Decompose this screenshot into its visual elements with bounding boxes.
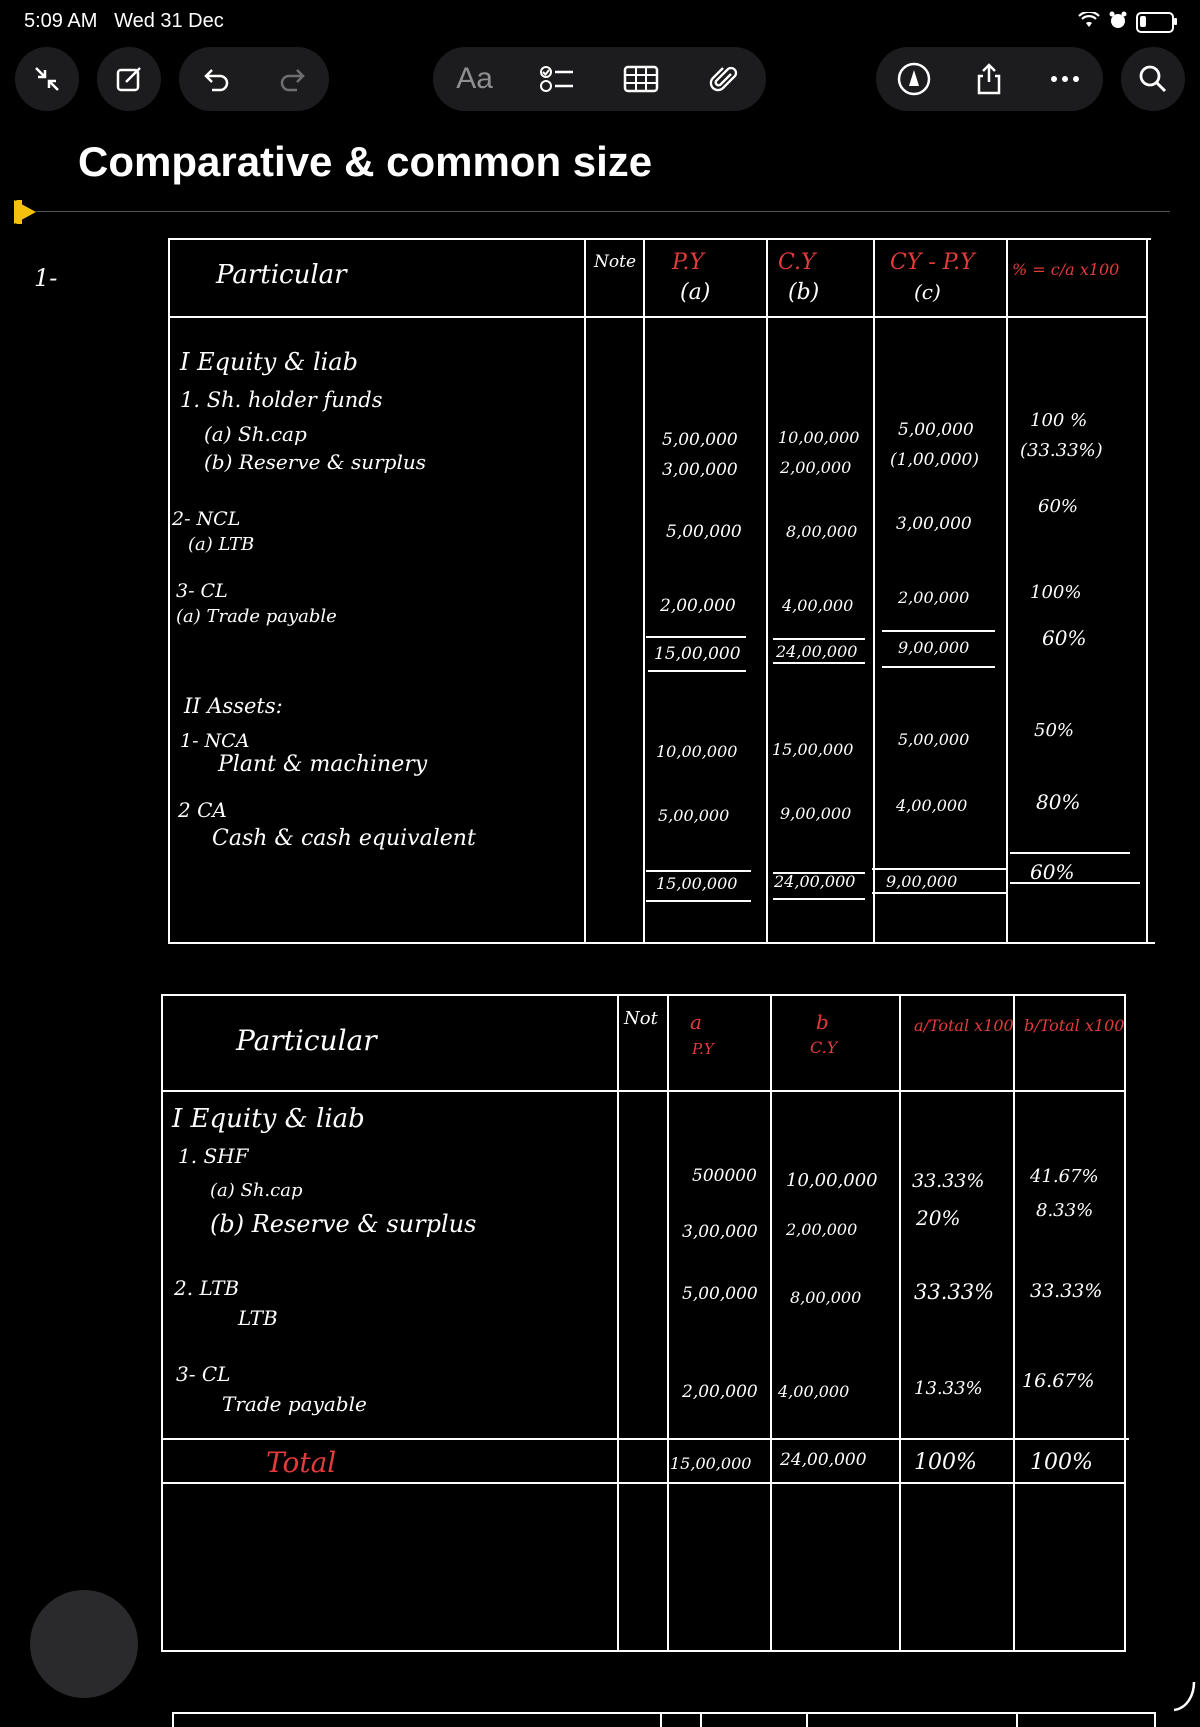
t2-header-pct-a: a/Total x100 — [914, 1016, 1014, 1035]
attachment-icon[interactable] — [705, 60, 743, 98]
t2-total-pb: 100% — [1030, 1450, 1093, 1475]
status-bar — [24, 10, 224, 33]
t2-shcap-pa: 33.33% — [912, 1170, 985, 1192]
t2-item-shf: 1. SHF — [178, 1144, 249, 1168]
item-cl: 3- CL — [176, 580, 228, 602]
item-ltb: (a) LTB — [188, 534, 255, 555]
t2-trade-pb: 16.67% — [1022, 1370, 1095, 1392]
t1-ltb-cy: 8,00,000 — [786, 522, 858, 541]
collapse-icon — [28, 60, 66, 98]
t1-total2-py: 15,00,000 — [656, 874, 738, 893]
t1-cash-pct: 80% — [1036, 790, 1081, 814]
problem-number: 1- — [34, 264, 58, 292]
item-cash: Cash & cash equivalent — [212, 826, 476, 851]
floating-tool-button[interactable] — [30, 1590, 138, 1698]
text-format-icon[interactable]: Aa — [456, 62, 493, 95]
item-trade-payable: (a) Trade payable — [176, 606, 337, 627]
t1-total1-diff: 9,00,000 — [898, 638, 970, 657]
t2-ltb-a: 5,00,000 — [682, 1284, 758, 1304]
t2-trade-pa: 13.33% — [914, 1378, 983, 1399]
t2-header-b: b — [816, 1010, 829, 1034]
compose-button[interactable] — [97, 47, 161, 111]
item-plant: Plant & machinery — [218, 752, 428, 777]
t2-header-a-sub: P.Y — [692, 1040, 714, 1058]
t2-item-share-capital: (a) Sh.cap — [210, 1180, 303, 1201]
section-assets: II Assets: — [184, 694, 283, 718]
battery-icon — [1136, 12, 1174, 33]
t1-plant-cy: 15,00,000 — [772, 740, 854, 759]
t1-plant-diff: 5,00,000 — [898, 730, 970, 749]
t2-reserve-pb: 8.33% — [1036, 1200, 1094, 1221]
markup-icon[interactable] — [895, 60, 933, 98]
wifi-icon — [1078, 12, 1100, 33]
t2-reserve-b: 2,00,000 — [786, 1220, 858, 1239]
t2-ltb-b: 8,00,000 — [790, 1288, 862, 1307]
t1-trade-pct: 100% — [1030, 582, 1082, 603]
t1-total2-cy: 24,00,000 — [774, 872, 856, 891]
header-diff-sub: (c) — [914, 280, 941, 304]
t1-trade-diff: 2,00,000 — [898, 588, 970, 607]
t1-cash-cy: 9,00,000 — [780, 804, 852, 823]
t1-shcap-pct: 100 % — [1030, 410, 1088, 431]
header-pct: % = c/a x100 — [1012, 260, 1120, 279]
t2-reserve-a: 3,00,000 — [682, 1222, 758, 1242]
undo-icon[interactable] — [198, 60, 236, 98]
title-divider — [36, 211, 1170, 212]
pencil-scroll-icon[interactable] — [1170, 1680, 1198, 1719]
page-marker-icon[interactable] — [14, 200, 36, 224]
actions-toolbar — [876, 47, 1103, 111]
t1-total1-py: 15,00,000 — [654, 644, 741, 664]
t2-trade-b: 4,00,000 — [778, 1382, 850, 1401]
collapse-button[interactable] — [15, 47, 79, 111]
t2-header-a: a — [690, 1010, 702, 1034]
t1-reserve-cy: 2,00,000 — [780, 458, 852, 477]
t2-shcap-b: 10,00,000 — [786, 1170, 878, 1191]
t2-total-pa: 100% — [914, 1450, 977, 1475]
t2-item-trade-payable: Trade payable — [222, 1392, 367, 1416]
t2-ltb-pa: 33.33% — [914, 1280, 995, 1304]
t2-total-label: Total — [266, 1446, 337, 1479]
undo-redo-group — [179, 47, 329, 111]
t1-ltb-pct: 60% — [1038, 496, 1079, 517]
t1-reserve-py: 3,00,000 — [662, 460, 738, 480]
header-cy-sub: (b) — [788, 280, 820, 305]
note-title[interactable]: Comparative & common size — [78, 138, 653, 185]
search-icon — [1134, 60, 1172, 98]
checklist-icon[interactable] — [539, 60, 577, 98]
header-note: Note — [594, 252, 637, 272]
header-py: P.Y — [672, 250, 704, 275]
t1-shcap-diff: 5,00,000 — [898, 420, 974, 440]
t1-plant-pct: 50% — [1034, 720, 1075, 741]
more-icon[interactable] — [1046, 60, 1084, 98]
compose-icon — [110, 60, 148, 98]
t2-trade-a: 2,00,000 — [682, 1382, 758, 1402]
header-py-sub: (a) — [680, 280, 711, 305]
redo-icon[interactable] — [273, 60, 311, 98]
status-date: Wed 31 Dec — [114, 10, 224, 32]
search-button[interactable] — [1121, 47, 1185, 111]
t2-header-b-sub: C.Y — [810, 1038, 838, 1057]
t2-section-equity: I Equity & liab — [172, 1104, 365, 1134]
header-diff: CY - P.Y — [890, 250, 975, 275]
t1-plant-py: 10,00,000 — [656, 742, 738, 761]
format-toolbar — [433, 47, 766, 111]
t1-trade-cy: 4,00,000 — [782, 596, 854, 615]
item-ncl: 2- NCL — [172, 508, 241, 530]
t1-reserve-diff: (1,00,000) — [890, 450, 979, 470]
t2-header-particular: Particular — [236, 1024, 377, 1057]
t2-header-note: Not — [624, 1008, 658, 1029]
t2-total-a: 15,00,000 — [670, 1454, 752, 1473]
t1-total1-cy: 24,00,000 — [776, 642, 858, 661]
t2-total-b: 24,00,000 — [780, 1450, 867, 1470]
t1-total2-diff: 9,00,000 — [886, 872, 958, 891]
alarm-icon — [1108, 10, 1128, 35]
t1-ltb-diff: 3,00,000 — [896, 514, 972, 534]
t2-item-cl: 3- CL — [176, 1362, 231, 1386]
t2-shcap-pb: 41.67% — [1030, 1166, 1099, 1187]
header-particular: Particular — [216, 260, 347, 290]
t1-ltb-py: 5,00,000 — [666, 522, 742, 542]
item-reserve: (b) Reserve & surplus — [204, 450, 427, 474]
t1-total1-pct: 60% — [1042, 626, 1087, 650]
t1-shcap-cy: 10,00,000 — [778, 428, 860, 447]
table-icon[interactable] — [622, 60, 660, 98]
section-equity: I Equity & liab — [180, 348, 358, 376]
status-time: 5:09 AM — [24, 10, 98, 32]
t2-ltb-pb: 33.33% — [1030, 1280, 1103, 1302]
header-cy: C.Y — [778, 250, 816, 275]
t2-item-ltb: 2. LTB — [174, 1276, 240, 1300]
t1-cash-diff: 4,00,000 — [896, 796, 968, 815]
t1-total2-pct: 60% — [1030, 860, 1075, 884]
t2-shcap-a: 500000 — [692, 1166, 757, 1186]
t1-trade-py: 2,00,000 — [660, 596, 736, 616]
status-icons — [1078, 10, 1174, 35]
t2-reserve-pa: 20% — [916, 1206, 961, 1230]
t1-cash-py: 5,00,000 — [658, 806, 730, 825]
share-icon[interactable] — [970, 60, 1008, 98]
item-share-capital: (a) Sh.cap — [204, 422, 307, 446]
t1-reserve-pct: (33.33%) — [1020, 440, 1103, 461]
t1-shcap-py: 5,00,000 — [662, 430, 738, 450]
t2-header-pct-b: b/Total x100 — [1024, 1016, 1125, 1035]
item-shareholder-funds: 1. Sh. holder funds — [180, 388, 383, 412]
t2-item-ltb-sub: LTB — [238, 1306, 278, 1330]
t2-item-reserve: (b) Reserve & surplus — [210, 1210, 477, 1238]
item-ca: 2 CA — [178, 798, 227, 822]
item-nca: 1- NCA — [180, 730, 250, 752]
